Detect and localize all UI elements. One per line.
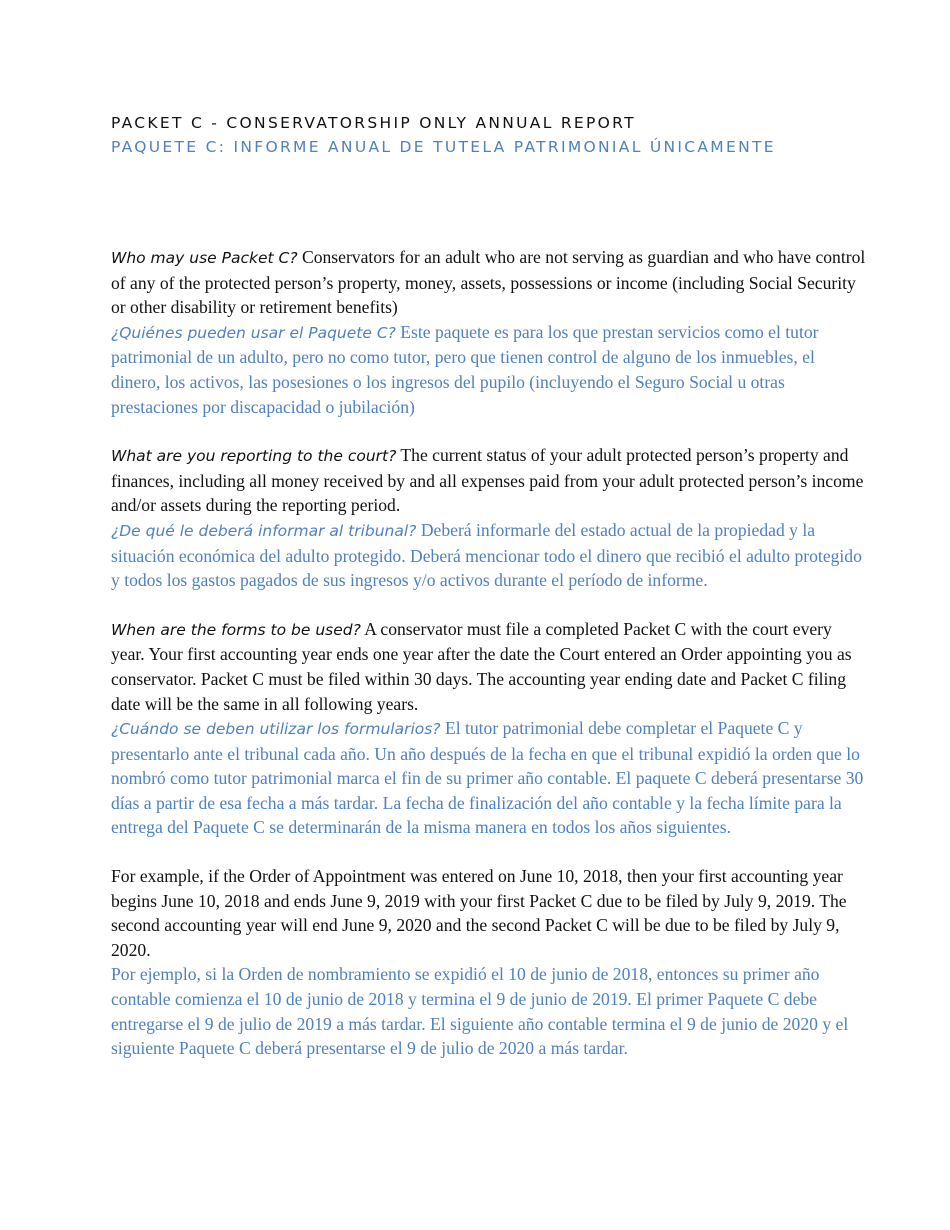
answer-text-english: Conservators for an adult who are not serving as guardian and who have control of any of the protected person’s property, money, assets, possessions or income (including Social Security or other disability or retirement benefits) [111,247,866,318]
paragraph-english [111,617,867,716]
section-example [111,864,867,1061]
paragraph-spanish [111,716,867,840]
paragraph-spanish [111,320,867,419]
section-what-reporting [111,443,867,593]
page-title-spanish: PAQUETE C: INFORME ANUAL DE TUTELA PATRIMONIAL ÚNICAMENTE [111,138,776,156]
question-heading-spanish: ¿De qué le deberá informar al tribunal? [111,521,417,540]
answer-text-spanish: Deberá informarle del estado actual de la propiedad y la situación económica del adulto protegido. Deberá mencionar todo el dinero que recibió el adulto protegido y todos los gastos pagados de sus ingresos y/o activos durante el período de informe. [111,519,862,591]
document-page [111,111,867,1085]
example-paragraph-english: For example, if the Order of Appointment was entered on June 10, 2018, then your first accounting year begins June 10, 2018 and ends June 9, 2019 with your first Packet C due to be filed by July 9, 2019. The second accounting year will end June 9, 2020 and the second Packet C will be due to be filed by July 9, 2020. [111,866,847,960]
paragraph-spanish [111,518,867,593]
section-when-used [111,617,867,840]
answer-text-english: A conservator must file a completed Packet C with the court every year. Your first accounting year ends one year after the date the Court entered an Order appointing you as conservator. Packet C must be filed within 30 days. The accounting year ending date and Packet C filing date will be the same in all following years. [111,618,852,714]
question-heading-english: When are the forms to be used? [111,620,361,639]
answer-text-spanish: Este paquete es para los que prestan servicios como el tutor patrimonial de un adulto, pero no como tutor, pero que tienen control de alguno de los inmuebles, el dinero, los activos, las posesiones o los ingresos del pupilo (incluyendo el Seguro Social u otras prestaciones por discapacidad o jubilación) [111,321,819,417]
question-heading-spanish: ¿Quiénes pueden usar el Paquete C? [111,323,396,342]
answer-text-spanish: El tutor patrimonial debe completar el Paquete C y presentarlo ante el tribunal cada año. Un año después de la fecha en que el tribunal expidió la orden que lo nombró como tutor patrimonial marca el fin de su primer año contable. El paquete C deberá presentarse 30 días a partir de esa fecha a más tardar. La fecha de finalización del año contable y la fecha límite para la entrega del Paquete C se determinarán de la misma manera en todos los años siguientes. [111,718,864,838]
example-paragraph-spanish: Por ejemplo, si la Orden de nombramiento se expidió el 10 de junio de 2018, entonces su primer año contable comienza el 10 de junio de 2018 y termina el 9 de junio de 2019. El primer Paquete C debe entregarse el 9 de julio de 2019 a más tardar. El siguiente año contable termina el 9 de junio de 2020 y el siguiente Paquete C deberá presentarse el 9 de julio de 2020 a más tardar. [111,964,849,1059]
question-heading-spanish: ¿Cuándo se deben utilizar los formularios? [111,720,441,739]
section-who-may-use [111,245,867,419]
question-heading-english: What are you reporting to the court? [111,447,397,466]
paragraph-english [111,245,867,320]
answer-text-english: The current status of your adult protected person’s property and finances, including all money received by and all expenses paid from your adult protected person’s income and/or assets during the reporting period. [111,445,864,516]
page-title-english: PACKET C - CONSERVATORSHIP ONLY ANNUAL REPORT [111,114,636,132]
instructions-body [111,245,867,1061]
question-heading-english: Who may use Packet C? [111,249,298,267]
paragraph-english [111,443,867,518]
